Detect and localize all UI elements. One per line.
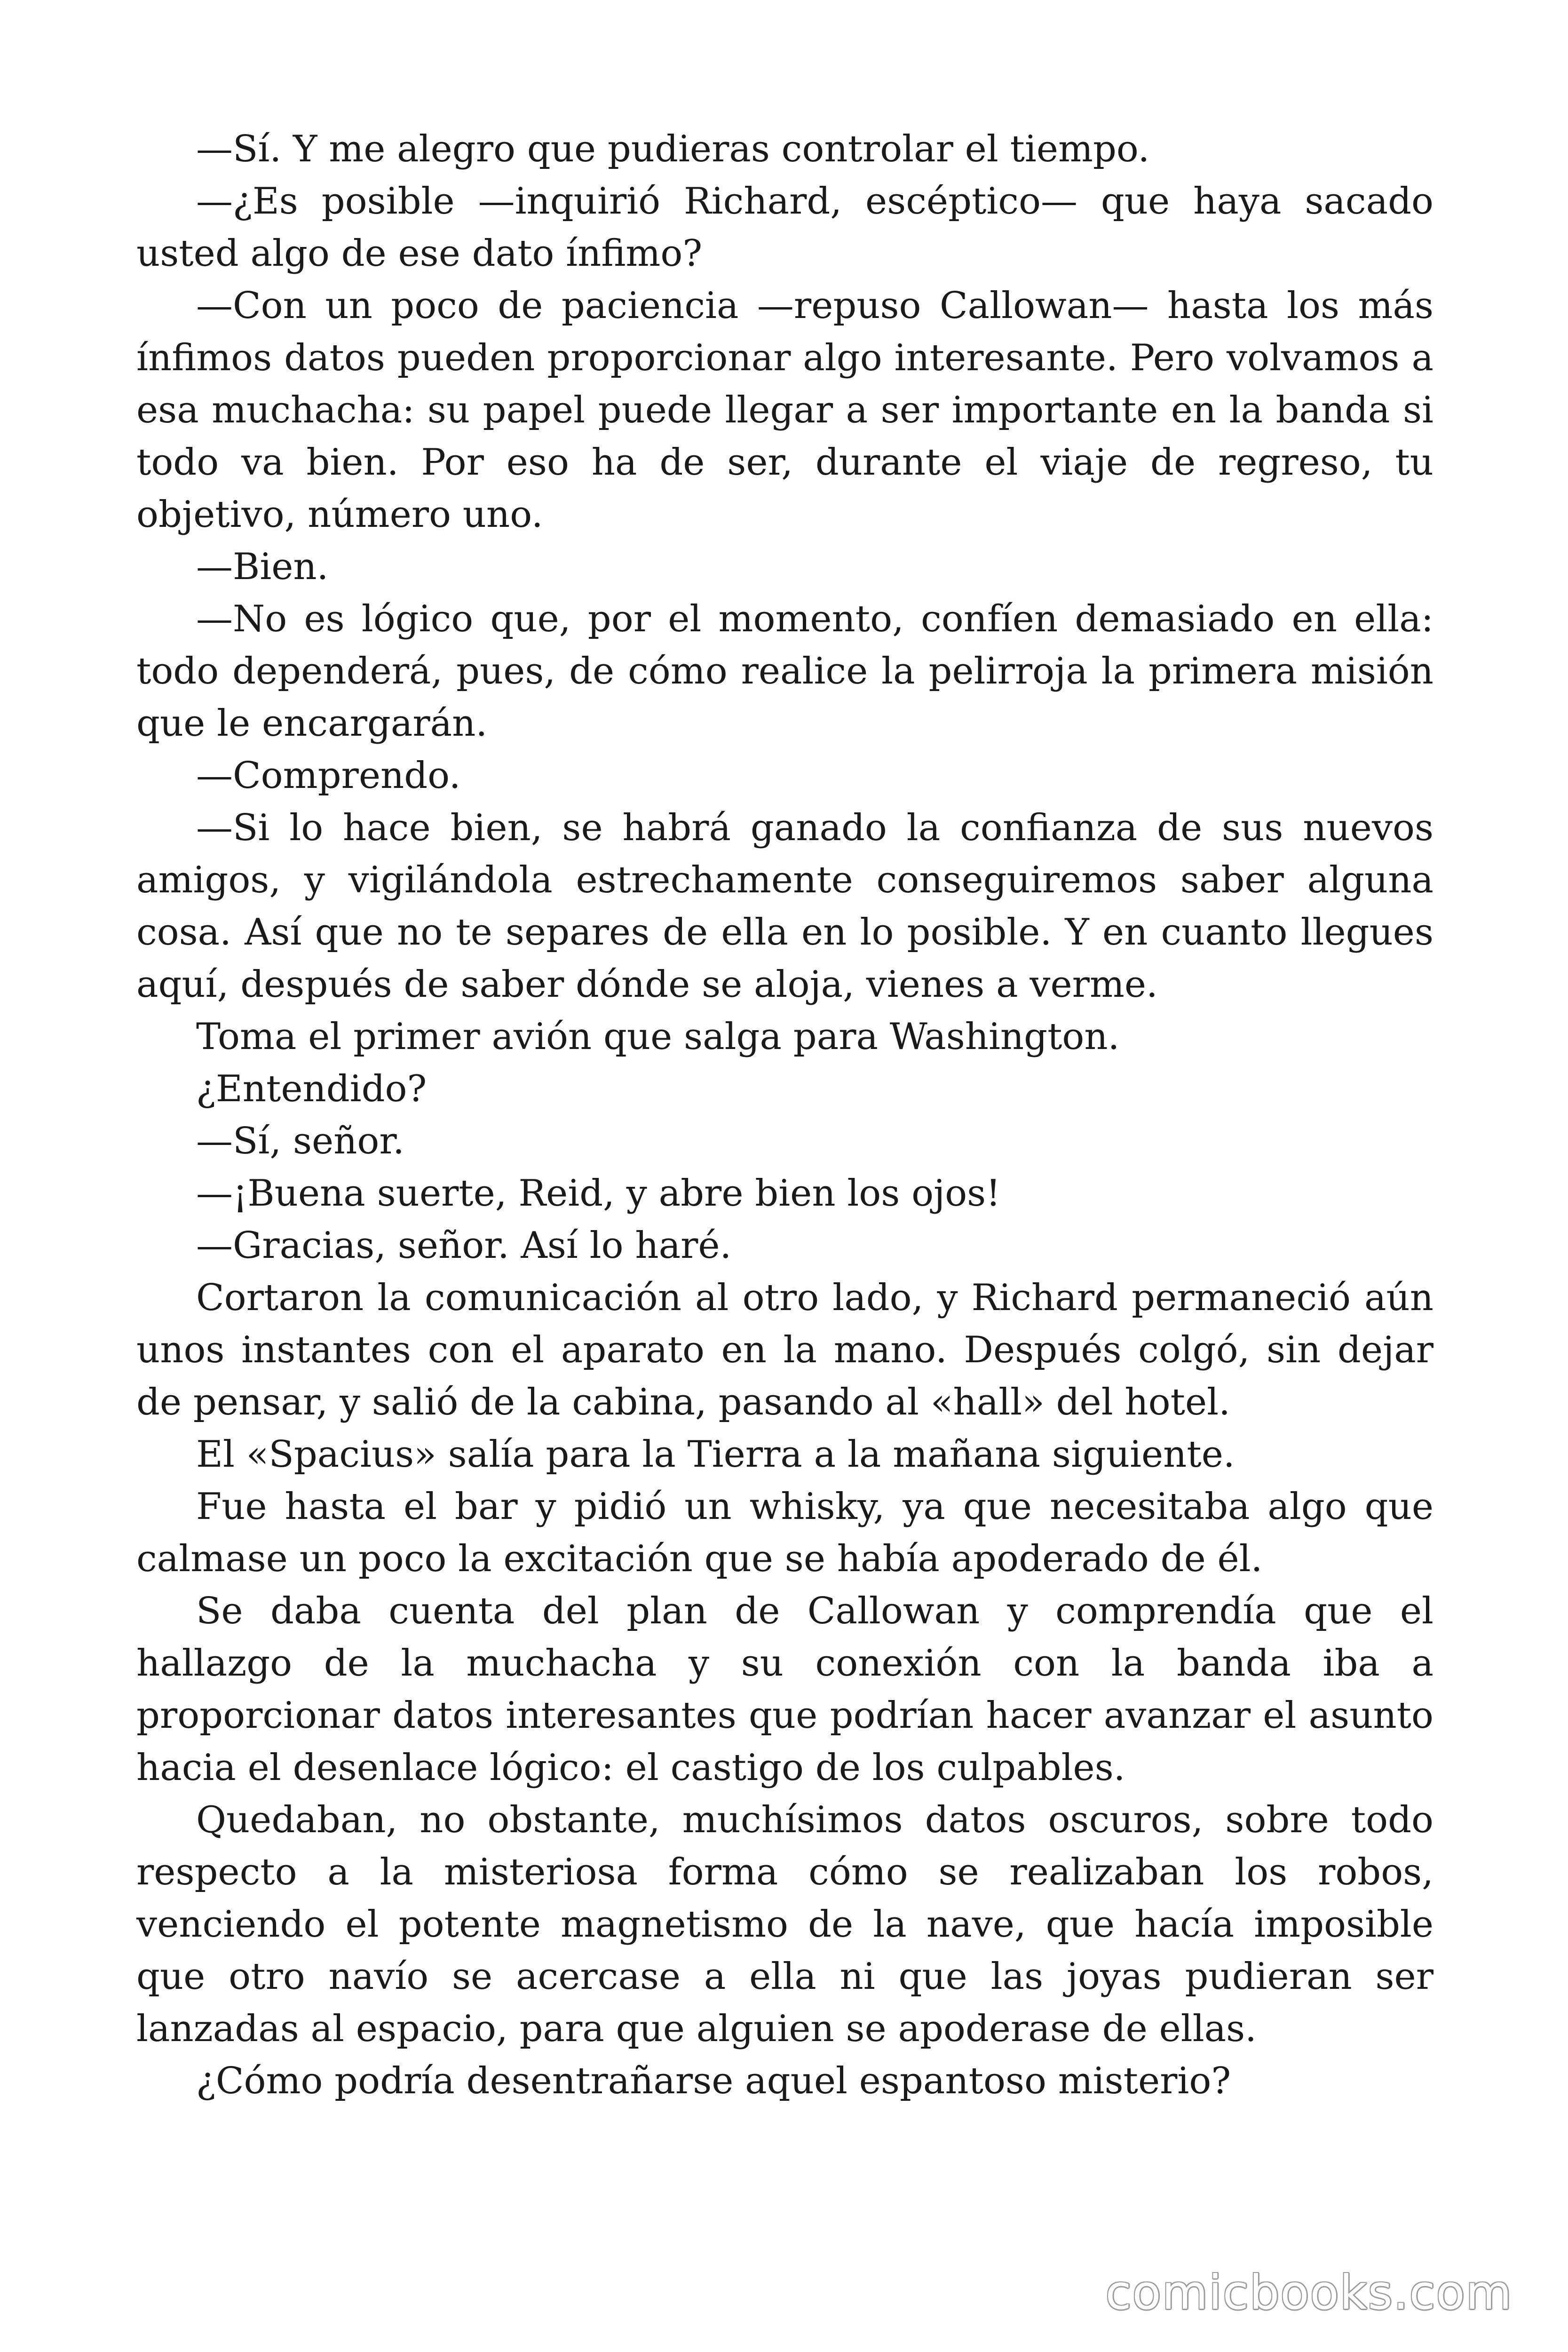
paragraph: ¿Entendido?: [196, 1068, 427, 1110]
paragraph: —Gracias, señor. Así lo haré.: [196, 1224, 732, 1267]
paragraph: —Sí, señor.: [196, 1120, 404, 1162]
paragraph: —Bien.: [196, 546, 329, 588]
body-text: [136, 123, 1433, 2107]
paragraph: —No es lógico que, por el momento, confíen demasiado en ella: todo dependerá, pues, de cómo realice la pelirroja la primera misión que le encargarán.: [136, 598, 1433, 745]
paragraph: Toma el primer avión que salga para Washington.: [196, 1016, 1120, 1058]
paragraph: Quedaban, no obstante, muchísimos datos oscuros, sobre todo respecto a la misteriosa forma cómo se realizaban los robos, venciendo el potente magnetismo de la nave, que hacía imposible que otro navío se acercase a ella ni que las joyas pudieran ser lanzadas al espacio, para que alguien se apoderase de ellas.: [136, 1799, 1433, 2050]
paragraph: —Sí. Y me alegro que pudieras controlar el tiempo.: [196, 128, 1150, 170]
paragraph: —Comprendo.: [196, 755, 461, 797]
paragraph: —Si lo hace bien, se habrá ganado la confianza de sus nuevos amigos, y vigilándola estrechamente conseguiremos saber alguna cosa. Así que no te separes de ella en lo posible. Y en cuanto llegues aquí, después de saber dónde se aloja, vienes a verme.: [136, 807, 1433, 1006]
paragraph: —¿Es posible —inquirió Richard, escéptico— que haya sacado usted algo de ese dato ínfimo?: [136, 180, 1433, 275]
paragraph: Se daba cuenta del plan de Callowan y comprendía que el hallazgo de la muchacha y su conexión con la banda iba a proporcionar datos interesantes que podrían hacer avanzar el asunto hacia el desenlace lógico: el castigo de los culpables.: [136, 1590, 1433, 1789]
paragraph: Cortaron la comunicación al otro lado, y Richard permaneció aún unos instantes con el aparato en la mano. Después colgó, sin dejar de pensar, y salió de la cabina, pasando al «hall» del hotel.: [136, 1277, 1433, 1423]
paragraph: —¡Buena suerte, Reid, y abre bien los ojos!: [196, 1172, 1001, 1215]
watermark: comicbooks.com: [1105, 2265, 1513, 2320]
paragraph: El «Spacius» salía para la Tierra a la mañana siguiente.: [196, 1433, 1235, 1476]
paragraph: ¿Cómo podría desentrañarse aquel espantoso misterio?: [196, 2060, 1231, 2102]
paragraph: Fue hasta el bar y pidió un whisky, ya que necesitaba algo que calmase un poco la excitación que se había apoderado de él.: [136, 1486, 1433, 1580]
paragraph: —Con un poco de paciencia —repuso Callowan— hasta los más ínfimos datos pueden proporcionar algo interesante. Pero volvamos a esa muchacha: su papel puede llegar a ser importante en la banda si todo va bien. Por eso ha de ser, durante el viaje de regreso, tu objetivo, número uno.: [136, 285, 1433, 536]
